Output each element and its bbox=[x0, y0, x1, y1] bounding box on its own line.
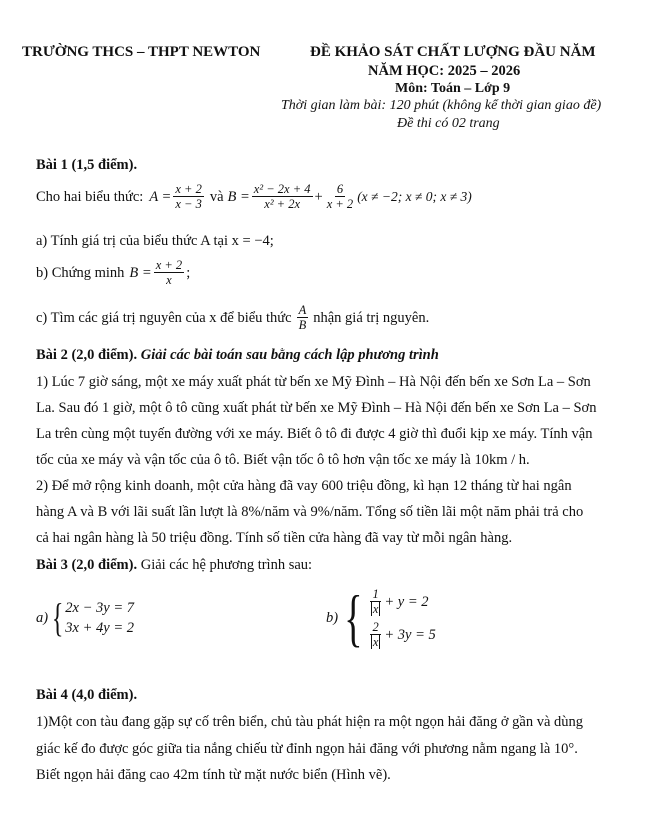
bai1-expressions bbox=[36, 182, 472, 211]
subject-line: Môn: Toán – Lớp 9 bbox=[395, 81, 511, 96]
part-b-lhs: B = bbox=[129, 264, 152, 281]
bai3-system-a bbox=[36, 595, 134, 640]
expr-b-lhs: B = bbox=[227, 188, 250, 205]
part-b-num: x + 2 bbox=[155, 258, 183, 272]
system-a-eq2: 3x + 4y = 2 bbox=[65, 620, 134, 636]
system-b-eq2-rest: + 3y = 5 bbox=[384, 626, 436, 643]
part-c-suffix: nhận giá trị nguyên. bbox=[313, 309, 430, 326]
system-b-eq1-num: 1 bbox=[372, 587, 379, 601]
bai3-title: Bài 3 (2,0 điểm). bbox=[36, 557, 138, 573]
system-a-eq1: 2x − 3y = 7 bbox=[65, 600, 134, 616]
system-b-eq1-den-wrap bbox=[369, 602, 383, 616]
system-a-brace: { bbox=[51, 595, 64, 640]
bai2-heading bbox=[36, 346, 439, 364]
bai4-line1: 1)Một con tàu đang gặp sự cố trên biển, chủ tàu phát hiện ra một ngọn hải đăng ở gần và dùng bbox=[36, 714, 584, 730]
bai3-intro: Giải các hệ phương trình sau: bbox=[140, 557, 313, 573]
expr-a-fraction bbox=[173, 182, 203, 211]
part-b-prefix: b) Chứng minh bbox=[36, 264, 125, 281]
expr-a-den: x − 3 bbox=[175, 197, 202, 211]
bai2-title: Bài 2 (2,0 điểm). bbox=[36, 347, 138, 363]
expr-b-num1: x² − 2x + 4 bbox=[253, 182, 311, 196]
bai4-title: Bài 4 (4,0 điểm). bbox=[36, 687, 138, 703]
system-b-eq1 bbox=[367, 587, 436, 616]
expr-b-num2: 6 bbox=[336, 182, 344, 196]
bai2-p2-line2: hàng A và B với lãi suất lần lượt là 8%/năm và 9%/năm. Tổng số tiền lãi một năm phải trả cho bbox=[36, 504, 584, 520]
bai1-part-a: a) Tính giá trị của biểu thức A tại x = −4; bbox=[36, 233, 274, 249]
system-b-eq1-den: x bbox=[372, 602, 379, 616]
expr-b-fraction1 bbox=[252, 182, 313, 211]
bai2-subtitle: Giải các bài toán sau bằng cách lập phương trình bbox=[140, 347, 439, 363]
bai4-line3: Biết ngọn hải đăng cao 42m tính từ mặt nước biển (Hình vẽ). bbox=[36, 767, 391, 783]
system-b-eq2-den: x bbox=[372, 635, 379, 649]
pages-line: Đề thi có 02 trang bbox=[397, 116, 500, 131]
system-b-eq2-fraction bbox=[369, 620, 383, 649]
expr-a-num: x + 2 bbox=[175, 182, 202, 196]
expr-b-den1: x² + 2x bbox=[264, 197, 301, 211]
part-c-den: B bbox=[298, 318, 307, 332]
system-b-eq1-fraction bbox=[369, 587, 383, 616]
bai2-p1-line2: La. Sau đó 1 giờ, một ô tô cũng xuất phát từ bến xe Mỹ Đình – Hà Nội đến bến xe Sơn La – Sơn bbox=[36, 400, 597, 416]
bai1-title: Bài 1 (1,5 điểm). bbox=[36, 157, 138, 173]
system-b-eq2-num: 2 bbox=[372, 620, 379, 634]
expr-b-fraction2 bbox=[325, 182, 355, 211]
bai3-heading bbox=[36, 556, 312, 574]
part-b-fraction bbox=[154, 258, 184, 287]
bai4-line2: giác kế đo được góc giữa tia nắng chiếu từ đỉnh ngọn hải đăng với phương nằm ngang là 10°. bbox=[36, 741, 578, 757]
school-year: NĂM HỌC: 2025 – 2026 bbox=[368, 63, 521, 79]
part-c-fraction bbox=[297, 303, 309, 332]
bai1-intro: Cho hai biểu thức: bbox=[36, 188, 144, 205]
exam-title: ĐỀ KHẢO SÁT CHẤT LƯỢNG ĐẦU NĂM bbox=[310, 44, 596, 60]
system-b-eq2-den-wrap bbox=[369, 635, 383, 649]
expr-a-lhs: A = bbox=[149, 188, 172, 205]
domain-condition: (x ≠ −2; x ≠ 0; x ≠ 3) bbox=[357, 188, 472, 204]
bai1-part-b bbox=[36, 258, 190, 287]
bai1-part-c bbox=[36, 303, 429, 332]
bai2-p1-line4: tốc của xe máy và vận tốc của ô tô. Biết vận tốc ô tô hơn vận tốc xe máy là 10km / h. bbox=[36, 452, 530, 468]
time-line: Thời gian làm bài: 120 phút (không kể thời gian giao đề) bbox=[281, 98, 602, 113]
system-b-eq2 bbox=[367, 620, 436, 649]
bai3-system-b bbox=[326, 582, 436, 653]
system-a-label: a) bbox=[36, 610, 49, 626]
and-word: và bbox=[209, 188, 224, 205]
plus-sign: + bbox=[314, 188, 323, 205]
bai2-p2-line1: 2) Để mở rộng kinh doanh, một cửa hàng đã vay 600 triệu đồng, kì hạn 12 tháng từ hai ngân bbox=[36, 478, 572, 494]
part-b-den: x bbox=[166, 273, 172, 287]
system-b-equations bbox=[367, 587, 436, 649]
part-c-prefix: c) Tìm các giá trị nguyên của x để biểu thức bbox=[36, 309, 292, 326]
system-b-eq1-rest: + y = 2 bbox=[384, 593, 429, 610]
bai2-p2-line3: cả hai ngân hàng là 50 triệu đồng. Tính số tiền cửa hàng đã vay từ mỗi ngân hàng. bbox=[36, 530, 513, 546]
bai2-p1-line3: La trên cùng một tuyến đường với xe máy. Biết ô tô đi được 4 giờ thì đuổi kịp xe máy. Tính vận bbox=[36, 426, 593, 442]
part-b-end: ; bbox=[186, 264, 191, 281]
expr-b-den2: x + 2 bbox=[326, 197, 354, 211]
system-a-equations bbox=[65, 598, 134, 638]
bai2-p1-line1: 1) Lúc 7 giờ sáng, một xe máy xuất phát từ bến xe Mỹ Đình – Hà Nội đến bến xe Sơn La – Sơn bbox=[36, 374, 591, 390]
system-b-brace: { bbox=[344, 582, 363, 653]
school-name: TRƯỜNG THCS – THPT NEWTON bbox=[22, 44, 261, 60]
part-c-num: A bbox=[298, 303, 307, 317]
system-b-label: b) bbox=[326, 610, 339, 626]
